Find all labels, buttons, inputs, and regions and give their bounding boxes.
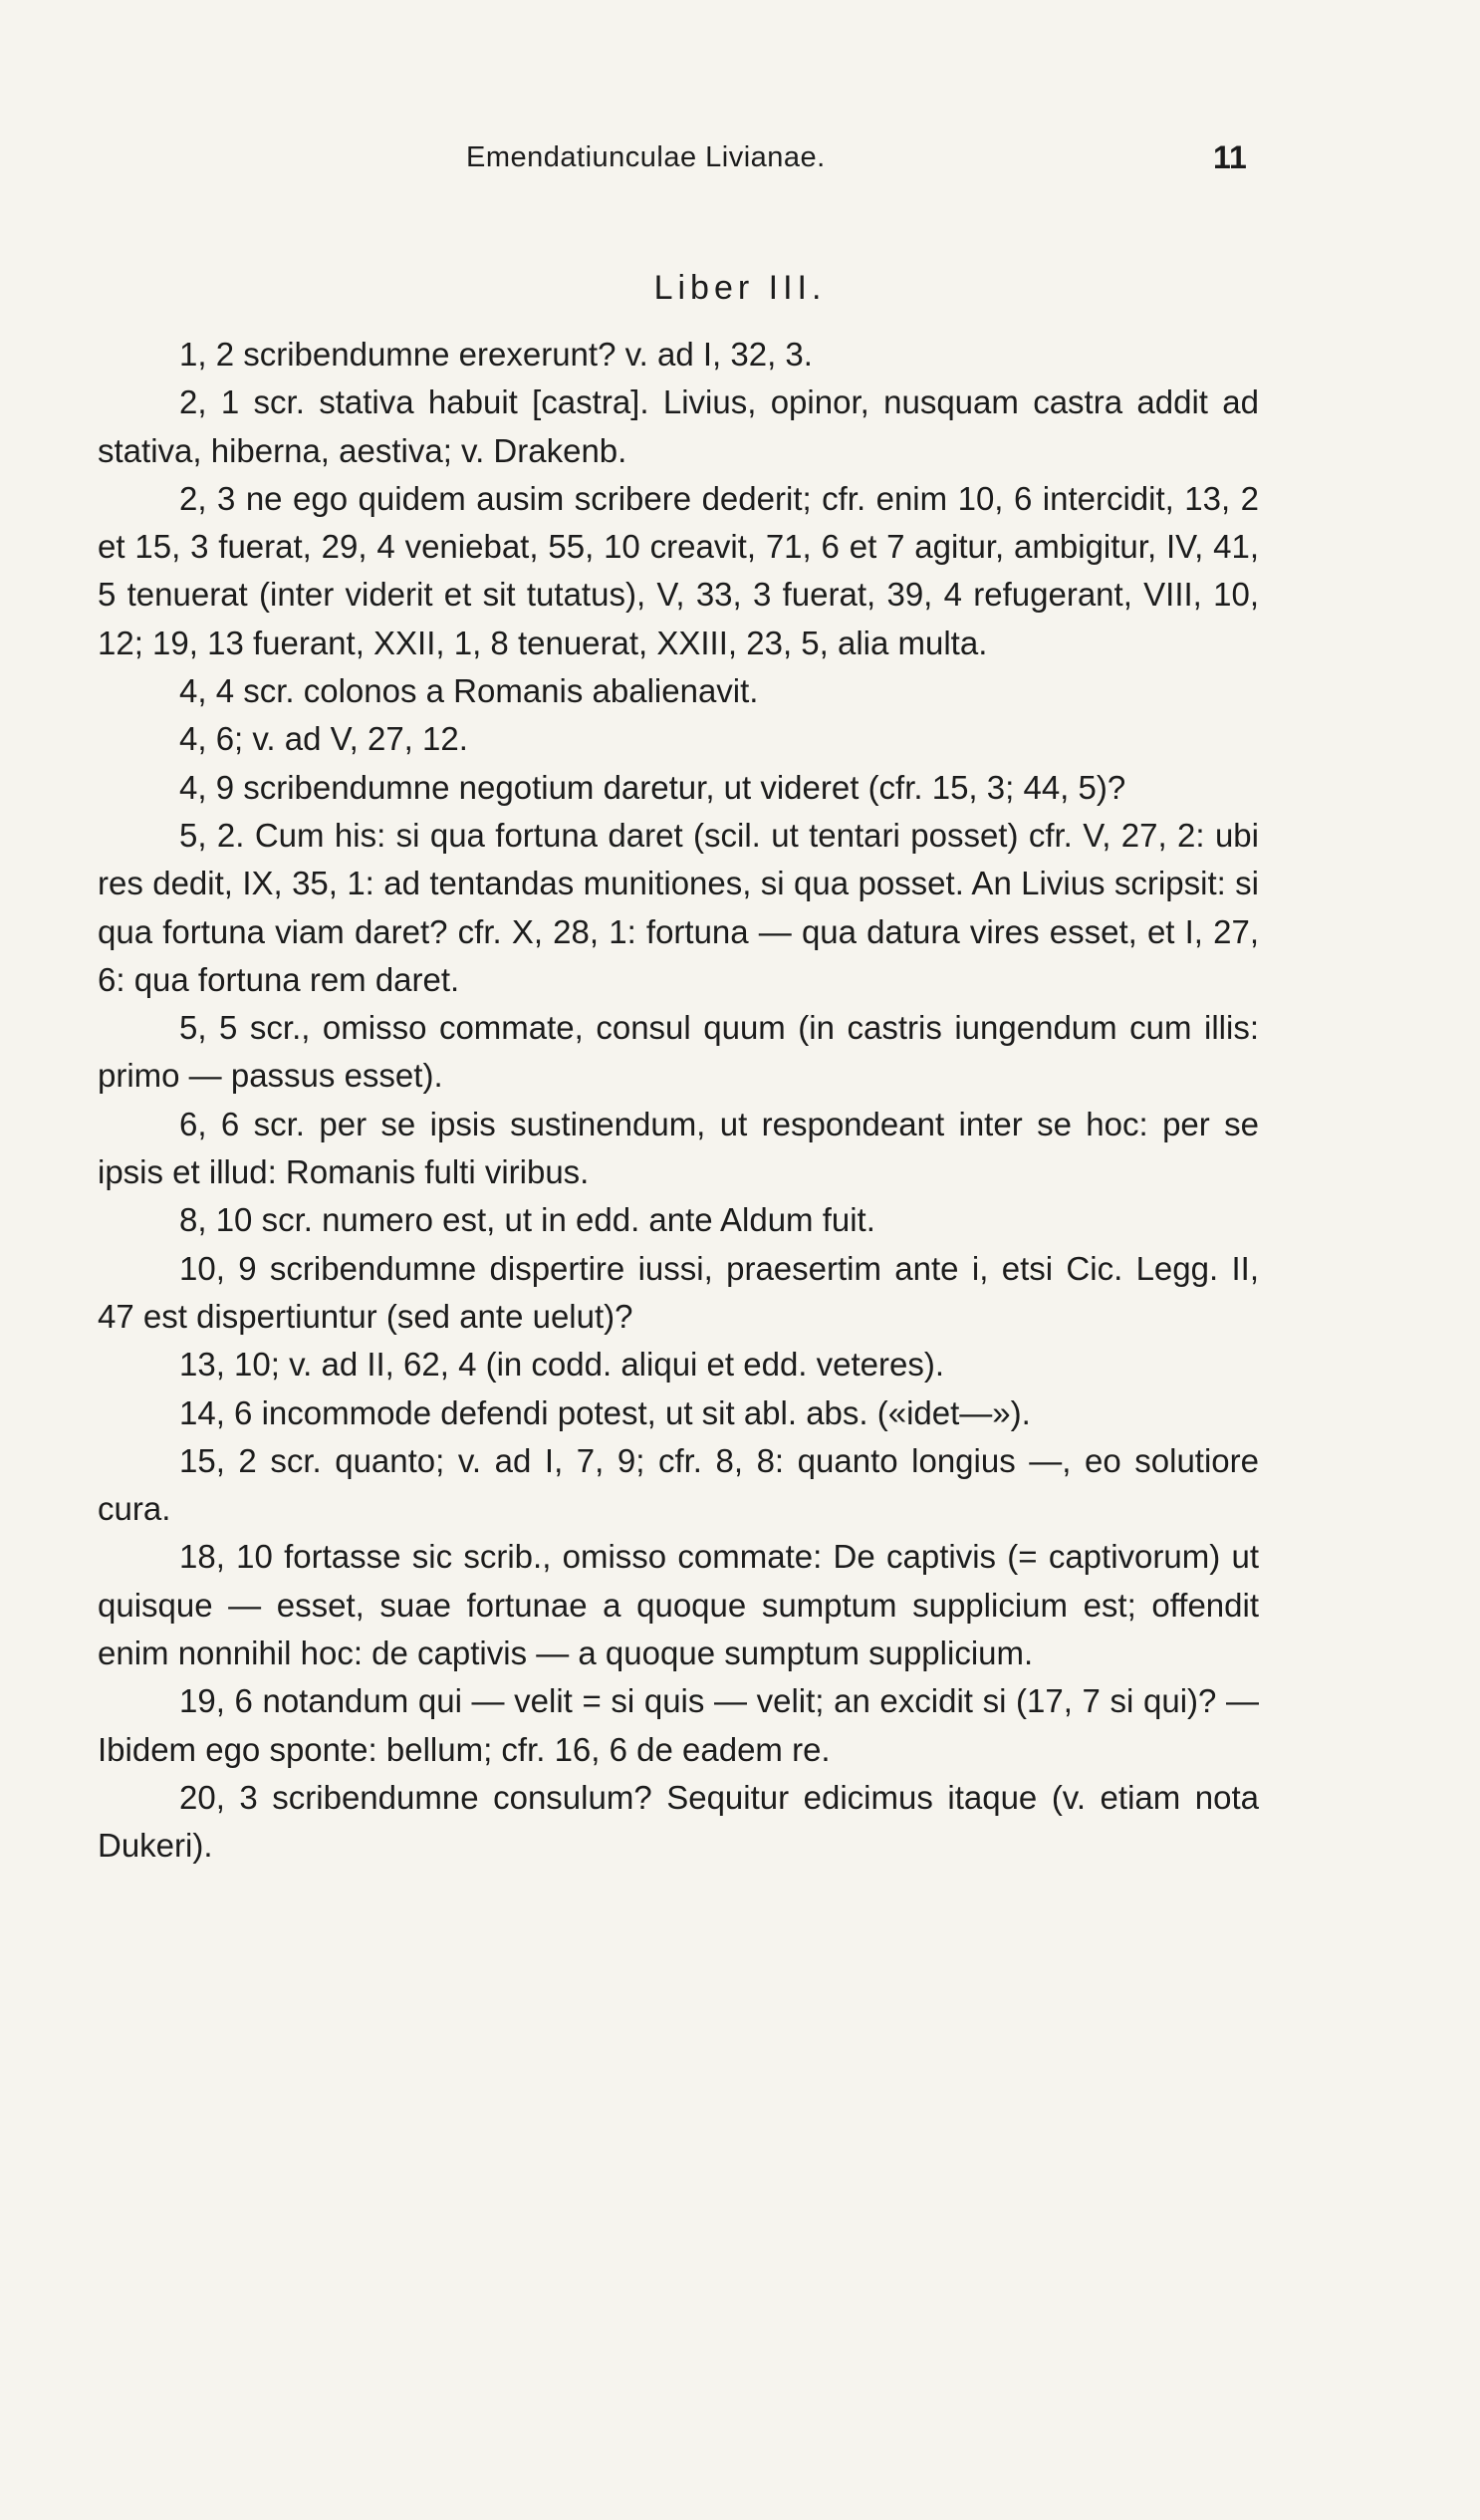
- paragraph: 8, 10 scr. numero est, ut in edd. ante Aldum fuit.: [179, 1201, 875, 1239]
- paragraph: 20, 3 scribendumne consulum? Sequitur edicimus itaque (v. etiam nota Dukeri).: [98, 1778, 1259, 1865]
- paragraph: 13, 10; v. ad II, 62, 4 (in codd. aliqui et edd. veteres).: [179, 1346, 945, 1384]
- paragraph: 15, 2 scr. quanto; v. ad I, 7, 9; cfr. 8, 8: quanto longius —, eo solutiore cura.: [98, 1441, 1259, 1528]
- paragraph: 18, 10 fortasse sic scrib., omisso commate: De captivis (= captivorum) ut quisque — esset, suae fortunae a quoque sumptum supplicium est; offendit enim nonnihil hoc: de captivis — a quoque sumptum supplicium.: [98, 1538, 1259, 1672]
- paragraph: 6, 6 scr. per se ipsis sustinendum, ut respondeant inter se hoc: per se ipsis et illud: Romanis fulti viribus.: [98, 1105, 1259, 1191]
- paragraph: 1, 2 scribendumne erexerunt? v. ad I, 32, 3.: [179, 336, 813, 373]
- paragraph: 4, 6; v. ad V, 27, 12.: [179, 720, 468, 758]
- paragraph: 5, 2. Cum his: si qua fortuna daret (scil. ut tentari posset) cfr. V, 27, 2: ubi res dedit, IX, 35, 1: ad tentandas munitiones, si qua posset. An Livius scripsit: si qua fortuna viam daret? cfr. X, 28, 1: fortuna — qua datura vires esset, et I, 27, 6: qua fortuna rem daret.: [98, 816, 1259, 998]
- paragraph: 4, 9 scribendumne negotium daretur, ut videret (cfr. 15, 3; 44, 5)?: [179, 768, 1126, 806]
- running-header: [0, 141, 1480, 181]
- paragraph: 10, 9 scribendumne dispertire iussi, praesertim ante i, etsi Cic. Legg. II, 47 est dispertiuntur (sed ante uelut)?: [98, 1249, 1259, 1335]
- book-heading: Liber III.: [653, 269, 827, 307]
- paragraph: 14, 6 incommode defendi potest, ut sit abl. abs. («idet—»).: [179, 1393, 1031, 1431]
- paragraph: 19, 6 notandum qui — velit = si quis — velit; an excidit si (17, 7 si qui)? — Ibidem ego sponte: bellum; cfr. 16, 6 de eadem re.: [98, 1682, 1259, 1768]
- running-title: Emendatiunculae Livianae.: [466, 141, 826, 173]
- paragraph: 4, 4 scr. colonos a Romanis abalienavit.: [179, 672, 759, 710]
- paragraph: 2, 3 ne ego quidem ausim scribere dederit; cfr. enim 10, 6 intercidit, 13, 2 et 15, 3 fuerat, 29, 4 veniebat, 55, 10 creavit, 71, 6 et 7 agitur, ambigitur, IV, 41, 5 tenuerat (inter viderit et sit tutatus), V, 33, 3 fuerat, 39, 4 refugerant, VIII, 10, 12; 19, 13 fuerant, XXII, 1, 8 tenuerat, XXIII, 23, 5, alia multa.: [98, 479, 1259, 661]
- page-number: 11: [1213, 139, 1247, 175]
- paragraph: 2, 1 scr. stativa habuit [castra]. Livius, opinor, nusquam castra addit ad stativa, hiberna, aestiva; v. Drakenb.: [98, 383, 1259, 469]
- paragraph: 5, 5 scr., omisso commate, consul quum (in castris iungendum cum illis: primo — passus esset).: [98, 1009, 1259, 1095]
- text-block: [98, 331, 1259, 1871]
